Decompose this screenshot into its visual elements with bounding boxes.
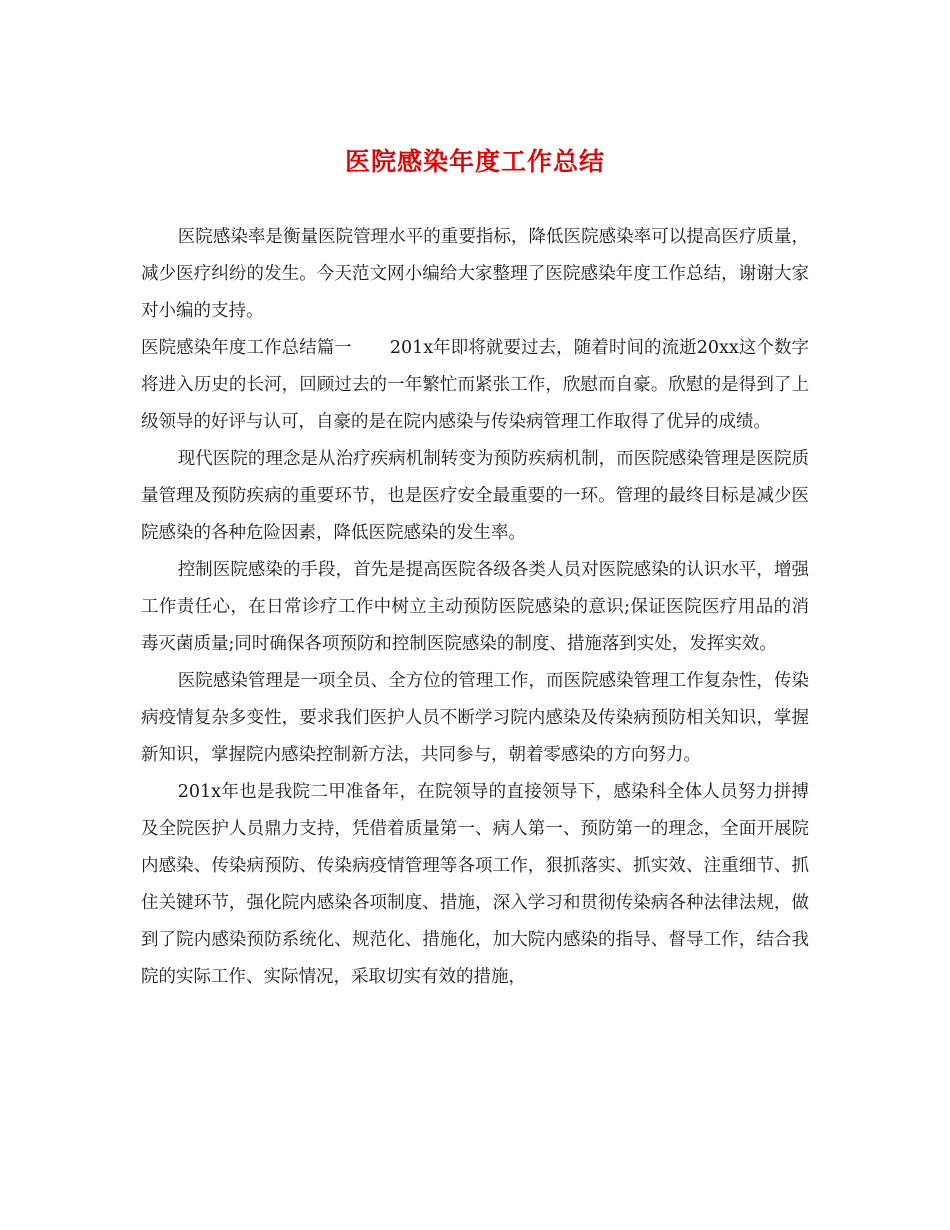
body-paragraph: 201x年也是我院二甲准备年，在院领导的直接领导下，感染科全体人员努力拼搏及全院医护人员鼎力支持，凭借着质量第一、病人第一、预防第一的理念，全面开展院内感染、传染病预防、传染病疫情管理等各项工作，狠抓落实、抓实效、注重细节、抓住关键环节，强化院内感染各项制度、措施，深入学习和贯彻传染病各种法律法规，做到了院内感染预防系统化、规范化、措施化，加大院内感染的指导、督导工作，结合我院的实际工作、实际情况，采取切实有效的措施， [141,782,809,987]
section-first-paragraph-text: 201x年即将就要过去，随着时间的流逝20xx这个数字将进入历史的长河，回顾过去的一年繁忙而紧张工作，欣慰而自豪。欣慰的是得到了上级领导的好评与认可，自豪的是在院内感染与传染病管理工作取得了优异的成绩。 [141,338,810,432]
body-paragraph: 现代医院的理念是从治疗疾病机制转变为预防疾病机制，而医院感染管理是医院质量管理及预防疾病的重要环节，也是医疗安全最重要的一环。管理的最终目标是减少医院感染的各种危险因素，降低医院感染的发生率。 [141,449,809,543]
body-paragraph: 控制医院感染的手段，首先是提高医院各级各类人员对医院感染的认识水平，增强工作责任心，在日常诊疗工作中树立主动预防医院感染的意识;保证医院医疗用品的消毒灭菌质量;同时确保各项预防和控制医院感染的制度、措施落到实处，发挥实效。 [141,560,809,654]
body-paragraph: 医院感染管理是一项全员、全方位的管理工作，而医院感染管理工作复杂性，传染病疫情复杂多变性，要求我们医护人员不断学习院内感染及传染病预防相关知识，掌握新知识，掌握院内感染控制新方法，共同参与，朝着零感染的方向努力。 [141,671,809,765]
section-heading: 医院感染年度工作总结篇一 [141,338,352,358]
section-first-paragraph [141,330,809,441]
document-title: 医院感染年度工作总结 [344,147,605,176]
intro-paragraph: 医院感染率是衡量医院管理水平的重要指标，降低医院感染率可以提高医疗质量，减少医疗纠纷的发生。今天范文网小编给大家整理了医院感染年度工作总结，谢谢大家对小编的支持。 [141,227,809,321]
document-body [141,219,809,996]
